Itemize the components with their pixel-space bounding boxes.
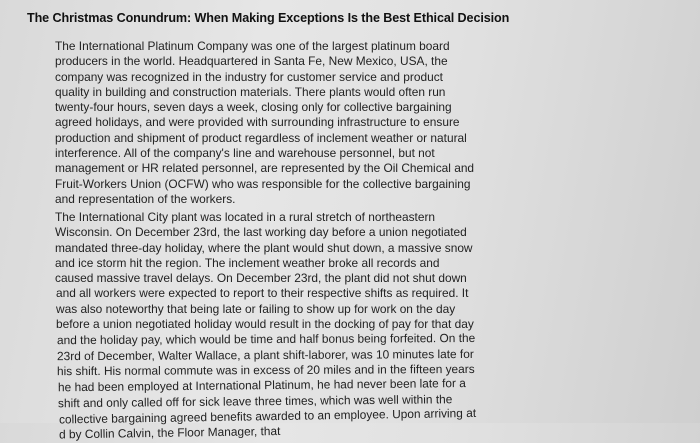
text-line: company was recognized in the industry for customer service and product [55, 69, 443, 84]
text-line: and ice storm hit the region. The inclement weather broke all records and [55, 255, 440, 270]
text-line: Fruit-Workers Union (OCFW) who was responsible for the collective bargaining [55, 176, 471, 191]
text-line: The International City plant was located in a rural stretch of northeastern [55, 210, 436, 224]
text-line: and the holiday pay, which would be time and half bonus being forfeited. On the [56, 331, 476, 348]
paragraph-2 [55, 210, 495, 442]
text-line: agreed holidays, and were provided with surrounding infrastructure to ensure [55, 115, 460, 130]
text-line: his shift. His normal commute was in excess of 20 miles and in the fifteen years [56, 361, 475, 379]
text-line: producers in the world. Headquartered in Santa Fe, New Mexico, USA, the [55, 54, 448, 69]
text-line: and representation of the workers. [55, 191, 236, 206]
text-line: management or HR related personnel, are represented by the Oil Chemical and [55, 161, 475, 176]
text-line: 23rd of December, Walter Wallace, a plant shift-laborer, was 10 minutes late for [56, 346, 474, 363]
text-line: twenty-four hours, seven days a week, closing only for collective bargaining [55, 100, 452, 115]
text-line: he had been employed at International Platinum, he had never been late for a [57, 376, 466, 395]
text-line: was also noteworthy that being late or failing to show up for work on the day [56, 301, 456, 316]
text-line: shift and only called off for sick leave three times, which was well within the [57, 391, 453, 410]
paragraph-1 [55, 39, 495, 207]
text-line: d by Collin Calvin, the Floor Manager, that [58, 424, 281, 442]
text-line: before a union negotiated holiday would result in the docking of pay for that day [56, 317, 474, 332]
text-line: interference. All of the company's line and warehouse personnel, but not [55, 146, 435, 161]
text-line: mandated three-day holiday, where the plant would shut down, a massive snow [55, 240, 473, 255]
text-line: quality in building and construction materials. There plants would often run [55, 84, 446, 99]
text-line: and all workers were expected to report to their respective shifts as required. It [56, 286, 469, 301]
text-line: production and shipment of product regardless of inclement weather or natural [55, 130, 467, 145]
text-line: Wisconsin. On December 23rd, the last working day before a union negotiated [55, 225, 467, 240]
text-line: The International Platinum Company was one of the largest platinum board [55, 39, 450, 53]
document-title: The Christmas Conundrum: When Making Exceptions Is the Best Ethical Decision [27, 11, 510, 25]
text-line: caused massive travel delays. On December 23rd, the plant did not shut down [55, 271, 467, 286]
text-line: collective bargaining agreed benefits awarded to an employee. Upon arriving at [58, 405, 477, 427]
